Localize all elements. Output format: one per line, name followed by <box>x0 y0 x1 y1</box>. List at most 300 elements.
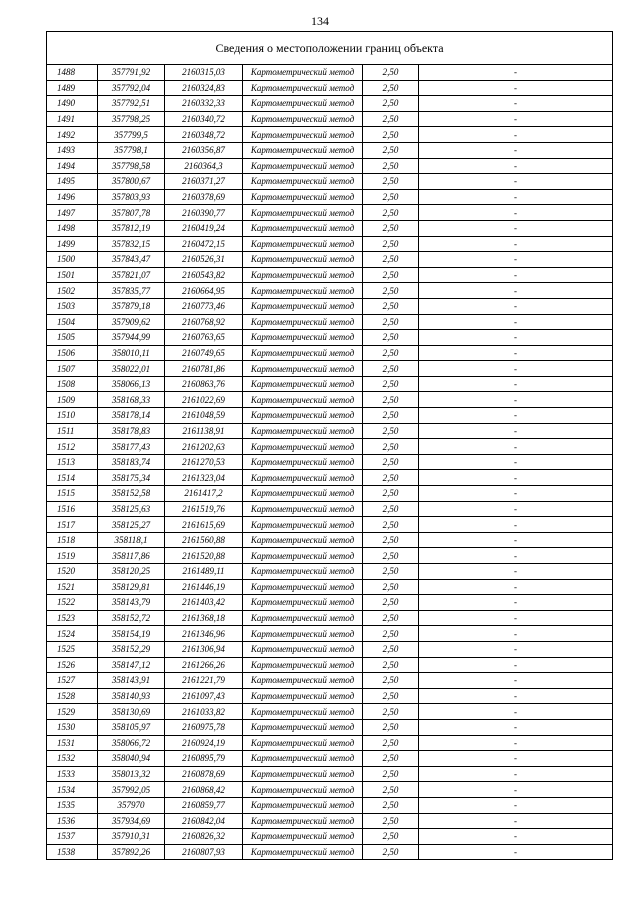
method-cell: Картометрический метод <box>243 657 363 673</box>
accuracy-cell: 2,50 <box>363 423 419 439</box>
x-coordinate-cell: 358125,27 <box>98 517 165 533</box>
x-coordinate-cell: 358105,97 <box>98 719 165 735</box>
point-number-cell: 1514 <box>47 470 98 486</box>
table-row <box>47 454 613 470</box>
table-row <box>47 111 613 127</box>
y-coordinate-cell: 2160868,42 <box>165 782 243 798</box>
x-coordinate-cell: 357799,5 <box>98 127 165 143</box>
accuracy-cell: 2,50 <box>363 579 419 595</box>
accuracy-cell: 2,50 <box>363 111 419 127</box>
accuracy-cell: 2,50 <box>363 470 419 486</box>
x-coordinate-cell: 358140,93 <box>98 688 165 704</box>
accuracy-cell: 2,50 <box>363 361 419 377</box>
accuracy-cell: 2,50 <box>363 704 419 720</box>
table-row <box>47 704 613 720</box>
accuracy-cell: 2,50 <box>363 548 419 564</box>
method-cell: Картометрический метод <box>243 719 363 735</box>
note-cell: - <box>419 330 613 346</box>
x-coordinate-cell: 357798,58 <box>98 158 165 174</box>
accuracy-cell: 2,50 <box>363 751 419 767</box>
point-number-cell: 1537 <box>47 829 98 845</box>
table-row <box>47 688 613 704</box>
table-row <box>47 517 613 533</box>
table-row <box>47 610 613 626</box>
table-row <box>47 657 613 673</box>
method-cell: Картометрический метод <box>243 80 363 96</box>
note-cell: - <box>419 501 613 517</box>
x-coordinate-cell: 357791,92 <box>98 65 165 81</box>
x-coordinate-cell: 357800,67 <box>98 174 165 190</box>
method-cell: Картометрический метод <box>243 704 363 720</box>
table-row <box>47 376 613 392</box>
point-number-cell: 1509 <box>47 392 98 408</box>
note-cell: - <box>419 65 613 81</box>
point-number-cell: 1495 <box>47 174 98 190</box>
y-coordinate-cell: 2160526,31 <box>165 252 243 268</box>
note-cell: - <box>419 376 613 392</box>
y-coordinate-cell: 2161489,11 <box>165 564 243 580</box>
note-cell: - <box>419 158 613 174</box>
method-cell: Картометрический метод <box>243 595 363 611</box>
method-cell: Картометрический метод <box>243 454 363 470</box>
x-coordinate-cell: 358178,83 <box>98 423 165 439</box>
x-coordinate-cell: 357798,1 <box>98 142 165 158</box>
table-row <box>47 174 613 190</box>
accuracy-cell: 2,50 <box>363 610 419 626</box>
x-coordinate-cell: 357792,51 <box>98 96 165 112</box>
accuracy-cell: 2,50 <box>363 844 419 860</box>
x-coordinate-cell: 357821,07 <box>98 267 165 283</box>
y-coordinate-cell: 2160472,15 <box>165 236 243 252</box>
table-row <box>47 548 613 564</box>
table-row <box>47 220 613 236</box>
accuracy-cell: 2,50 <box>363 283 419 299</box>
note-cell: - <box>419 205 613 221</box>
note-cell: - <box>419 345 613 361</box>
note-cell: - <box>419 470 613 486</box>
x-coordinate-cell: 358010,11 <box>98 345 165 361</box>
y-coordinate-cell: 2161097,43 <box>165 688 243 704</box>
note-cell: - <box>419 626 613 642</box>
note-cell: - <box>419 782 613 798</box>
note-cell: - <box>419 751 613 767</box>
method-cell: Картометрический метод <box>243 127 363 143</box>
point-number-cell: 1534 <box>47 782 98 798</box>
x-coordinate-cell: 358177,43 <box>98 439 165 455</box>
method-cell: Картометрический метод <box>243 65 363 81</box>
accuracy-cell: 2,50 <box>363 813 419 829</box>
point-number-cell: 1523 <box>47 610 98 626</box>
x-coordinate-cell: 357909,62 <box>98 314 165 330</box>
method-cell: Картометрический метод <box>243 330 363 346</box>
y-coordinate-cell: 2160340,72 <box>165 111 243 127</box>
accuracy-cell: 2,50 <box>363 252 419 268</box>
y-coordinate-cell: 2160768,92 <box>165 314 243 330</box>
note-cell: - <box>419 595 613 611</box>
point-number-cell: 1493 <box>47 142 98 158</box>
accuracy-cell: 2,50 <box>363 735 419 751</box>
accuracy-cell: 2,50 <box>363 376 419 392</box>
table-row <box>47 470 613 486</box>
x-coordinate-cell: 358013,32 <box>98 766 165 782</box>
accuracy-cell: 2,50 <box>363 267 419 283</box>
point-number-cell: 1500 <box>47 252 98 268</box>
note-cell: - <box>419 610 613 626</box>
method-cell: Картометрический метод <box>243 829 363 845</box>
point-number-cell: 1502 <box>47 283 98 299</box>
table-row <box>47 345 613 361</box>
table-row <box>47 564 613 580</box>
y-coordinate-cell: 2160356,87 <box>165 142 243 158</box>
point-number-cell: 1497 <box>47 205 98 221</box>
note-cell: - <box>419 844 613 860</box>
x-coordinate-cell: 357970 <box>98 797 165 813</box>
y-coordinate-cell: 2161368,18 <box>165 610 243 626</box>
table-row <box>47 158 613 174</box>
y-coordinate-cell: 2160348,72 <box>165 127 243 143</box>
note-cell: - <box>419 564 613 580</box>
y-coordinate-cell: 2160895,79 <box>165 751 243 767</box>
point-number-cell: 1506 <box>47 345 98 361</box>
y-coordinate-cell: 2161138,91 <box>165 423 243 439</box>
table-row <box>47 423 613 439</box>
y-coordinate-cell: 2161346,96 <box>165 626 243 642</box>
point-number-cell: 1532 <box>47 751 98 767</box>
point-number-cell: 1520 <box>47 564 98 580</box>
note-cell: - <box>419 486 613 502</box>
accuracy-cell: 2,50 <box>363 298 419 314</box>
method-cell: Картометрический метод <box>243 439 363 455</box>
method-cell: Картометрический метод <box>243 735 363 751</box>
accuracy-cell: 2,50 <box>363 189 419 205</box>
method-cell: Картометрический метод <box>243 361 363 377</box>
x-coordinate-cell: 357832,15 <box>98 236 165 252</box>
x-coordinate-cell: 358175,34 <box>98 470 165 486</box>
accuracy-cell: 2,50 <box>363 392 419 408</box>
point-number-cell: 1526 <box>47 657 98 673</box>
x-coordinate-cell: 358152,72 <box>98 610 165 626</box>
table-row <box>47 392 613 408</box>
method-cell: Картометрический метод <box>243 532 363 548</box>
point-number-cell: 1521 <box>47 579 98 595</box>
table-row <box>47 782 613 798</box>
accuracy-cell: 2,50 <box>363 719 419 735</box>
table-row <box>47 236 613 252</box>
point-number-cell: 1517 <box>47 517 98 533</box>
x-coordinate-cell: 358117,86 <box>98 548 165 564</box>
table-row <box>47 361 613 377</box>
table-row <box>47 595 613 611</box>
note-cell: - <box>419 657 613 673</box>
table-row <box>47 579 613 595</box>
note-cell: - <box>419 766 613 782</box>
accuracy-cell: 2,50 <box>363 80 419 96</box>
point-number-cell: 1531 <box>47 735 98 751</box>
y-coordinate-cell: 2161270,53 <box>165 454 243 470</box>
note-cell: - <box>419 314 613 330</box>
y-coordinate-cell: 2160419,24 <box>165 220 243 236</box>
x-coordinate-cell: 358130,69 <box>98 704 165 720</box>
x-coordinate-cell: 357843,47 <box>98 252 165 268</box>
table-row <box>47 267 613 283</box>
table-row <box>47 314 613 330</box>
note-cell: - <box>419 142 613 158</box>
note-cell: - <box>419 641 613 657</box>
point-number-cell: 1489 <box>47 80 98 96</box>
accuracy-cell: 2,50 <box>363 330 419 346</box>
note-cell: - <box>419 298 613 314</box>
x-coordinate-cell: 358178,14 <box>98 408 165 424</box>
note-cell: - <box>419 548 613 564</box>
accuracy-cell: 2,50 <box>363 595 419 611</box>
table-row <box>47 439 613 455</box>
method-cell: Картометрический метод <box>243 96 363 112</box>
y-coordinate-cell: 2160364,3 <box>165 158 243 174</box>
accuracy-cell: 2,50 <box>363 782 419 798</box>
y-coordinate-cell: 2160378,69 <box>165 189 243 205</box>
table-title-row <box>47 32 613 65</box>
point-number-cell: 1494 <box>47 158 98 174</box>
accuracy-cell: 2,50 <box>363 454 419 470</box>
x-coordinate-cell: 358022,01 <box>98 361 165 377</box>
method-cell: Картометрический метод <box>243 423 363 439</box>
note-cell: - <box>419 361 613 377</box>
method-cell: Картометрический метод <box>243 766 363 782</box>
note-cell: - <box>419 829 613 845</box>
y-coordinate-cell: 2160332,33 <box>165 96 243 112</box>
note-cell: - <box>419 673 613 689</box>
note-cell: - <box>419 423 613 439</box>
method-cell: Картометрический метод <box>243 252 363 268</box>
table-row <box>47 283 613 299</box>
note-cell: - <box>419 111 613 127</box>
x-coordinate-cell: 358125,63 <box>98 501 165 517</box>
table-row <box>47 298 613 314</box>
y-coordinate-cell: 2161520,88 <box>165 548 243 564</box>
accuracy-cell: 2,50 <box>363 532 419 548</box>
method-cell: Картометрический метод <box>243 345 363 361</box>
accuracy-cell: 2,50 <box>363 205 419 221</box>
note-cell: - <box>419 517 613 533</box>
method-cell: Картометрический метод <box>243 641 363 657</box>
x-coordinate-cell: 357792,04 <box>98 80 165 96</box>
accuracy-cell: 2,50 <box>363 564 419 580</box>
y-coordinate-cell: 2160842,04 <box>165 813 243 829</box>
point-number-cell: 1522 <box>47 595 98 611</box>
point-number-cell: 1530 <box>47 719 98 735</box>
point-number-cell: 1535 <box>47 797 98 813</box>
y-coordinate-cell: 2160315,03 <box>165 65 243 81</box>
x-coordinate-cell: 358154,19 <box>98 626 165 642</box>
point-number-cell: 1512 <box>47 439 98 455</box>
x-coordinate-cell: 357798,25 <box>98 111 165 127</box>
table-row <box>47 65 613 81</box>
note-cell: - <box>419 236 613 252</box>
table-row <box>47 735 613 751</box>
point-number-cell: 1491 <box>47 111 98 127</box>
table-row <box>47 501 613 517</box>
table-row <box>47 673 613 689</box>
point-number-cell: 1498 <box>47 220 98 236</box>
table-row <box>47 486 613 502</box>
accuracy-cell: 2,50 <box>363 501 419 517</box>
accuracy-cell: 2,50 <box>363 797 419 813</box>
method-cell: Картометрический метод <box>243 205 363 221</box>
y-coordinate-cell: 2161323,04 <box>165 470 243 486</box>
accuracy-cell: 2,50 <box>363 688 419 704</box>
point-number-cell: 1504 <box>47 314 98 330</box>
x-coordinate-cell: 358066,72 <box>98 735 165 751</box>
accuracy-cell: 2,50 <box>363 641 419 657</box>
table-body <box>47 32 613 860</box>
accuracy-cell: 2,50 <box>363 766 419 782</box>
y-coordinate-cell: 2161048,59 <box>165 408 243 424</box>
y-coordinate-cell: 2161306,94 <box>165 641 243 657</box>
note-cell: - <box>419 735 613 751</box>
point-number-cell: 1536 <box>47 813 98 829</box>
x-coordinate-cell: 357835,77 <box>98 283 165 299</box>
method-cell: Картометрический метод <box>243 376 363 392</box>
note-cell: - <box>419 127 613 143</box>
x-coordinate-cell: 358040,94 <box>98 751 165 767</box>
accuracy-cell: 2,50 <box>363 96 419 112</box>
method-cell: Картометрический метод <box>243 486 363 502</box>
method-cell: Картометрический метод <box>243 501 363 517</box>
method-cell: Картометрический метод <box>243 111 363 127</box>
accuracy-cell: 2,50 <box>363 220 419 236</box>
table-row <box>47 408 613 424</box>
y-coordinate-cell: 2161022,69 <box>165 392 243 408</box>
y-coordinate-cell: 2160826,32 <box>165 829 243 845</box>
x-coordinate-cell: 357910,31 <box>98 829 165 845</box>
accuracy-cell: 2,50 <box>363 142 419 158</box>
method-cell: Картометрический метод <box>243 470 363 486</box>
accuracy-cell: 2,50 <box>363 626 419 642</box>
accuracy-cell: 2,50 <box>363 158 419 174</box>
y-coordinate-cell: 2160807,93 <box>165 844 243 860</box>
point-number-cell: 1524 <box>47 626 98 642</box>
table-row <box>47 766 613 782</box>
point-number-cell: 1519 <box>47 548 98 564</box>
accuracy-cell: 2,50 <box>363 517 419 533</box>
method-cell: Картометрический метод <box>243 408 363 424</box>
table-row <box>47 641 613 657</box>
table-row <box>47 142 613 158</box>
method-cell: Картометрический метод <box>243 626 363 642</box>
y-coordinate-cell: 2160664,95 <box>165 283 243 299</box>
table-row <box>47 626 613 642</box>
x-coordinate-cell: 357892,26 <box>98 844 165 860</box>
method-cell: Картометрический метод <box>243 158 363 174</box>
accuracy-cell: 2,50 <box>363 657 419 673</box>
note-cell: - <box>419 96 613 112</box>
page-number: 134 <box>311 14 329 28</box>
method-cell: Картометрический метод <box>243 548 363 564</box>
x-coordinate-cell: 358152,58 <box>98 486 165 502</box>
table-row <box>47 829 613 845</box>
table-row <box>47 330 613 346</box>
method-cell: Картометрический метод <box>243 517 363 533</box>
note-cell: - <box>419 220 613 236</box>
table-row <box>47 532 613 548</box>
note-cell: - <box>419 283 613 299</box>
method-cell: Картометрический метод <box>243 751 363 767</box>
point-number-cell: 1503 <box>47 298 98 314</box>
note-cell: - <box>419 454 613 470</box>
method-cell: Картометрический метод <box>243 844 363 860</box>
accuracy-cell: 2,50 <box>363 236 419 252</box>
method-cell: Картометрический метод <box>243 564 363 580</box>
y-coordinate-cell: 2160859,77 <box>165 797 243 813</box>
point-number-cell: 1499 <box>47 236 98 252</box>
y-coordinate-cell: 2160863,76 <box>165 376 243 392</box>
accuracy-cell: 2,50 <box>363 174 419 190</box>
x-coordinate-cell: 357807,78 <box>98 205 165 221</box>
point-number-cell: 1525 <box>47 641 98 657</box>
accuracy-cell: 2,50 <box>363 127 419 143</box>
point-number-cell: 1515 <box>47 486 98 502</box>
y-coordinate-cell: 2161615,69 <box>165 517 243 533</box>
note-cell: - <box>419 392 613 408</box>
y-coordinate-cell: 2161417,2 <box>165 486 243 502</box>
point-number-cell: 1508 <box>47 376 98 392</box>
x-coordinate-cell: 358143,91 <box>98 673 165 689</box>
x-coordinate-cell: 357992,05 <box>98 782 165 798</box>
x-coordinate-cell: 358168,33 <box>98 392 165 408</box>
note-cell: - <box>419 719 613 735</box>
note-cell: - <box>419 174 613 190</box>
point-number-cell: 1527 <box>47 673 98 689</box>
x-coordinate-cell: 357879,18 <box>98 298 165 314</box>
method-cell: Картометрический метод <box>243 797 363 813</box>
method-cell: Картометрический метод <box>243 782 363 798</box>
x-coordinate-cell: 358120,25 <box>98 564 165 580</box>
table-row <box>47 813 613 829</box>
point-number-cell: 1492 <box>47 127 98 143</box>
point-number-cell: 1510 <box>47 408 98 424</box>
boundary-points-table <box>46 31 613 860</box>
point-number-cell: 1505 <box>47 330 98 346</box>
x-coordinate-cell: 357944,99 <box>98 330 165 346</box>
x-coordinate-cell: 357812,19 <box>98 220 165 236</box>
x-coordinate-cell: 358183,74 <box>98 454 165 470</box>
x-coordinate-cell: 358152,29 <box>98 641 165 657</box>
method-cell: Картометрический метод <box>243 610 363 626</box>
y-coordinate-cell: 2160773,46 <box>165 298 243 314</box>
accuracy-cell: 2,50 <box>363 314 419 330</box>
note-cell: - <box>419 532 613 548</box>
y-coordinate-cell: 2161202,63 <box>165 439 243 455</box>
y-coordinate-cell: 2160878,69 <box>165 766 243 782</box>
y-coordinate-cell: 2160324,83 <box>165 80 243 96</box>
point-number-cell: 1528 <box>47 688 98 704</box>
point-number-cell: 1507 <box>47 361 98 377</box>
method-cell: Картометрический метод <box>243 174 363 190</box>
accuracy-cell: 2,50 <box>363 439 419 455</box>
table-row <box>47 205 613 221</box>
y-coordinate-cell: 2160975,78 <box>165 719 243 735</box>
accuracy-cell: 2,50 <box>363 65 419 81</box>
y-coordinate-cell: 2160390,77 <box>165 205 243 221</box>
y-coordinate-cell: 2160749,65 <box>165 345 243 361</box>
table-row <box>47 96 613 112</box>
note-cell: - <box>419 813 613 829</box>
x-coordinate-cell: 358147,12 <box>98 657 165 673</box>
table-row <box>47 252 613 268</box>
x-coordinate-cell: 358143,79 <box>98 595 165 611</box>
point-number-cell: 1518 <box>47 532 98 548</box>
y-coordinate-cell: 2160371,27 <box>165 174 243 190</box>
